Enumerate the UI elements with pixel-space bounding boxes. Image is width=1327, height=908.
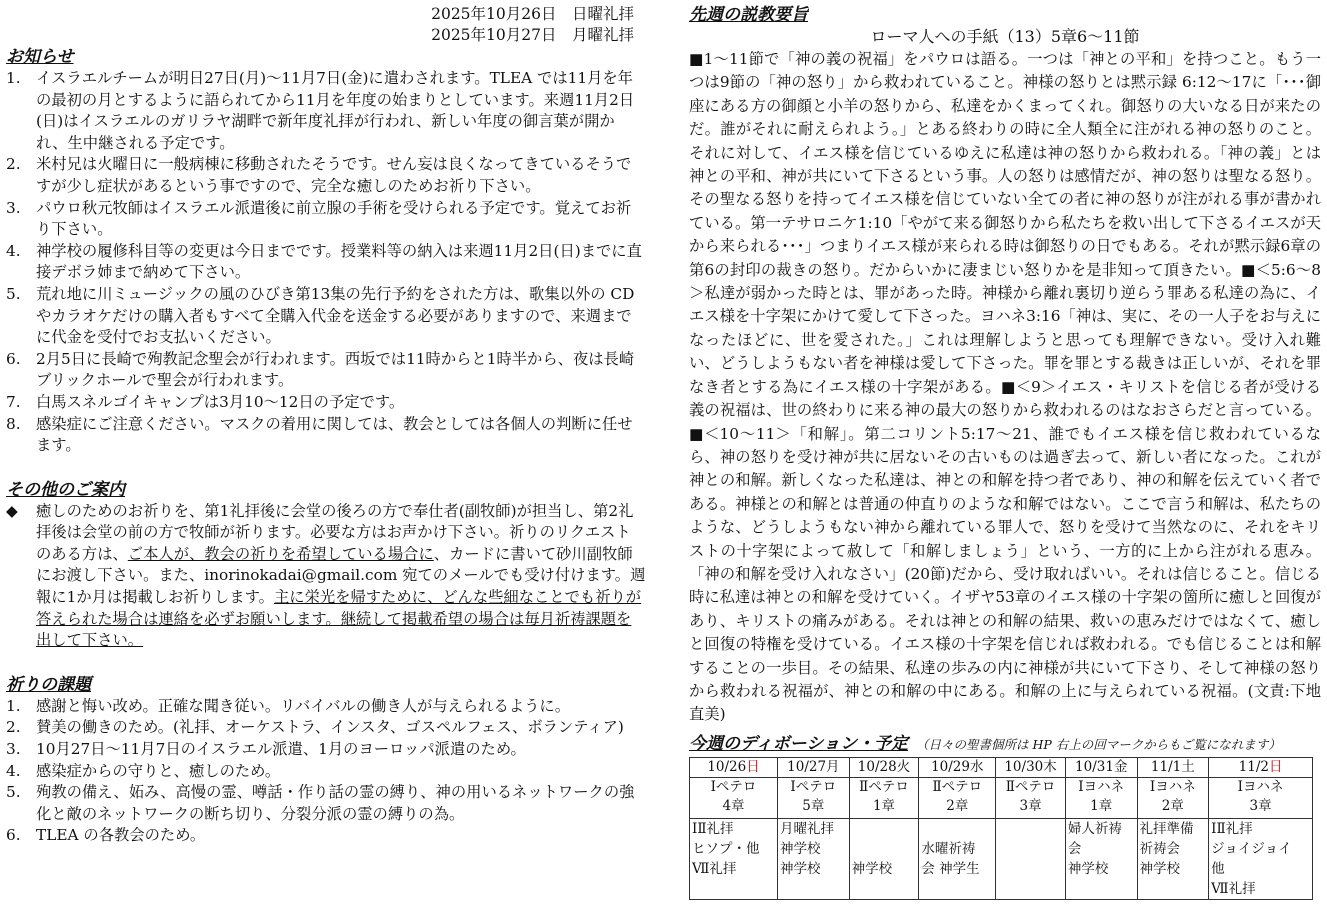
- other-info-text: [36, 501, 646, 652]
- devotion-weekday: 日: [1268, 758, 1283, 775]
- prayer-item: [6, 761, 646, 783]
- notice-item-text: パウロ秋元牧師はイスラエル派遣後に前立腺の手術を受けられる予定です。覚えてお祈り下さい。: [36, 198, 632, 239]
- devotion-date-cell: [778, 757, 850, 777]
- devotion-note: （日々の聖書個所は HP 右上の回マークからもご覧になれます）: [915, 736, 1281, 752]
- sermon-subtitle: ローマ人への手紙（13）5章6～11節: [870, 27, 1140, 46]
- devotion-chapter: 2章: [946, 797, 969, 814]
- notice-item-text: 感染症にご注意ください。マスクの着用に関しては、教会としては各個人の判断に任せます。: [36, 414, 633, 455]
- prayer-list: [6, 696, 646, 847]
- devotion-event-cell: 神学校: [849, 818, 919, 899]
- devotion-reading-cell: [919, 777, 996, 818]
- service-date-sunday: 2025年10月26日 日曜礼拝: [431, 5, 634, 23]
- notice-item: [6, 198, 646, 241]
- notice-item-number: 7.: [6, 392, 21, 411]
- notice-item-number: 6.: [6, 349, 21, 368]
- prayer-item: [6, 696, 646, 718]
- devotion-book: Ⅰヨハネ: [1078, 778, 1125, 795]
- prayer-item-number: 4.: [6, 761, 21, 780]
- devotion-weekday: 土: [1181, 758, 1195, 775]
- notices-list: [6, 68, 646, 457]
- devotion-chapter: 1章: [872, 797, 896, 814]
- devotion-weekday: 月: [826, 758, 840, 775]
- service-dates: [6, 4, 646, 46]
- devotion-title: 今週のディボーション・予定: [689, 733, 908, 754]
- prayer-item-text: 賛美の働きのため。(礼拝、オーケストラ、インスタ、ゴスペルフェス、ボランティア): [36, 718, 624, 737]
- notice-item-number: 1.: [6, 69, 21, 87]
- devotion-reading-cell: [1209, 777, 1313, 818]
- devotion-date-cell: [849, 757, 919, 777]
- devotion-reading-cell: [1137, 777, 1209, 818]
- devotion-weekday: 水: [969, 758, 984, 775]
- devotion-book: Ⅱペテロ: [932, 778, 983, 795]
- devotion-reading-cell: [996, 777, 1066, 818]
- notice-item-number: 8.: [6, 414, 21, 433]
- prayer-item-text: 10月27日～11月7日のイスラエル派遣、1月のヨーロッパ派遣のため。: [36, 740, 526, 759]
- notice-item-number: 3.: [6, 198, 21, 217]
- prayer-item-number: 1.: [6, 696, 21, 715]
- devotion-date: 10/30: [1004, 758, 1044, 775]
- devotion-weekday: 日: [746, 758, 760, 775]
- devotion-date: 10/29: [931, 758, 970, 775]
- devotion-date: 10/31: [1075, 758, 1114, 775]
- prayer-item-text: 感染症からの守りと、癒しのため。: [36, 761, 281, 780]
- right-column: [689, 4, 1321, 900]
- devotion-date-row: [690, 757, 1313, 777]
- diamond-bullet-icon: ◆: [6, 501, 18, 520]
- devotion-chapter: 2章: [1161, 797, 1184, 814]
- other-info-p1: 癒しのためのお祈りを、第1礼拝後に会堂の後ろの方で奉仕者(副牧師)が担当し、第2礼拝後は会堂の前の方で牧師が祈ります。必要な方はお声かけ下さい。祈りのリクエストのある方は、: [36, 501, 634, 563]
- sermon-body: ■1～11節で「神の義の祝福」をパウロは語る。一つは「神との平和」を持つこと。もう一つは9節の「神の怒り」から救われていること。神様の怒りとは黙示録 6:12～17に「･･･御座にある方の御顔と小羊の怒りから、私達をかくまってくれ。御怒りの大いなる日が来たのだ。誰がそれに耐えられよう。」とある終わりの時に全人類全に注がれる神の怒りのこと。それに対して、イエス様を信じているゆえに私達は神の怒りから救われる。「神の義」とは神との平和、神が共にいて下さるという事。人の怒りは感情だが、神の怒りは聖なる怒り。その聖なる怒りを持ってイエス様を信じていない全ての者に神の怒りが注がれる事が書かれている。第一テサロニケ1:10「やがて来る御怒りから私たちを救い出して下さるイエスが天から来られる･･･」つまりイエス様が来られる時は御怒りの日でもある。それが黙示録6章の第6の封印の裁きの怒り。だからいかに凄まじい怒りかを是非知って頂きたい。■＜5:6～8＞私達が弱かった時とは、罪があった時。神様から離れ裏切り逆らう罪ある私達の為に、イエス様を十字架にかけて愛して下さった。ヨハネ3:16「神は、実に、その一人子をお与えになったほどに、世を愛された。」これは理解しようと思っても理解できない。受け入れ難い、どうしようもない者を神様は愛して下さった。罪を罪とする裁きは正しいが、それを罪なき者とする為にイエス様の十字架がある。■＜9＞イエス・キリストを信じる者が受ける義の祝福は、世の終わりに来る神の最大の怒りから救われるのはなおさらだと言っている。■＜10～11＞「和解」。第二コリント5:17～21、誰でもイエス様を信じ救われているなら、神の怒りを受け神が共に居ないその古いものは過ぎ去って、新しい者になった。これが神との和解。新しくなった私達は、神との和解を持つ者であり、神の和解を伝えていく者である。神様との和解とは普通の仲直りのような和解ではない。ここで言う和解は、私たちのような、どうしようもない神から離れている罪人で、怒りを受けて当然なのに、それをキリストの十字架によって赦して「和解しましょう」という、一方的に上から注がれる恵み。「神の和解を受け入れなさい」(20節)だから、受け取ればいい。それは信じること。信じる時に私達は神との和解を受けていく。イザヤ53章のイエス様の十字架の箇所に癒しと回復があり、キリストの痛みがある。それは神との和解の結果、救いの恵みだけではなくて、癒しと回復の特権を受けている。イエス様の十字架を信じれば救われる。でも信じることは和解することの一歩目。その結果、私達の歩みの内に神様が共にいて下さり、そして神様の怒りから救われる祝福が、神との和解の中にある。和解の上に与えられている祝福。(文責:下地直美): [689, 50, 1321, 724]
- devotion-event-cell: ⅠⅡ礼拝 ジョイジョイ 他 Ⅶ礼拝: [1209, 818, 1313, 899]
- devotion-chapter: 4章: [722, 797, 745, 814]
- notice-item: [6, 241, 646, 284]
- devotion-chapter: 3章: [1019, 797, 1042, 814]
- devotion-book: Ⅰヨハネ: [1237, 778, 1284, 795]
- prayer-item-number: 3.: [6, 740, 21, 759]
- prayer-item-number: 6.: [6, 826, 21, 845]
- devotion-date: 11/2: [1238, 758, 1269, 775]
- prayer-title: 祈りの課題: [6, 674, 91, 695]
- notice-item: [6, 68, 646, 154]
- service-date-monday: 2025年10月27日 月曜礼拝: [431, 26, 634, 44]
- prayer-item-text: 感謝と悔い改め。正確な聞き従い。リバイバルの働き人が与えられるように。: [36, 696, 571, 715]
- prayer-item: [6, 782, 646, 825]
- devotion-date-cell: [1065, 757, 1137, 777]
- devotion-book: Ⅰヨハネ: [1149, 778, 1196, 795]
- prayer-item-number: 2.: [6, 718, 21, 737]
- notice-item: [6, 349, 646, 392]
- devotion-date-cell: [996, 757, 1066, 777]
- devotion-reading-cell: [1065, 777, 1137, 818]
- notices-title: お知らせ: [6, 47, 74, 67]
- other-info-underline-1: ご本人が、教会の祈りを希望している場合に: [127, 544, 434, 563]
- other-info-title: その他のご案内: [6, 479, 125, 500]
- devotion-chapter: 5章: [802, 797, 825, 814]
- devotion-header: [689, 733, 1321, 755]
- notice-item-text: 神学校の履修科目等の変更は今日までです。授業料等の納入は来週11月2日(日)までに直接デボラ姉まで納めて下さい。: [36, 241, 642, 282]
- devotion-date-cell: [919, 757, 996, 777]
- devotion-event-cell: 水曜祈祷 会 神学生: [919, 818, 996, 899]
- devotion-chapter: 3章: [1249, 797, 1272, 814]
- devotion-book: Ⅰペテロ: [790, 778, 837, 795]
- devotion-reading-row: [690, 777, 1313, 818]
- notice-item-text: 米村兄は火曜日に一般病棟に移動されたそうです。せん妄は良くなってきているそうですが少し症状があるという事ですので、完全な癒しのためお祈り下さい。: [36, 155, 632, 195]
- devotion-date: 10/26: [707, 758, 747, 775]
- devotion-table: [689, 757, 1313, 900]
- devotion-event-cell: 礼拝準備 祈祷会 神学校: [1137, 818, 1209, 899]
- left-column: [6, 4, 646, 847]
- devotion-weekday: 金: [1113, 758, 1128, 775]
- prayer-item: [6, 739, 646, 761]
- notice-item-number: 5.: [6, 284, 21, 303]
- devotion-book: Ⅰペテロ: [710, 778, 757, 795]
- other-info: [6, 501, 646, 652]
- other-info-p2: 、カードに書いて砂川副牧師にお渡し下さい。また、inorinokadai@gmail.com 宛てのメールでも受け付けます。週報に1か月は掲載しお祈りします。: [36, 544, 646, 607]
- notice-item-text: 2月5日に長崎で殉教記念聖会が行われます。西坂では11時からと1時半から、夜は長崎ブリックホールで聖会が行われます。: [36, 349, 635, 390]
- devotion-event-cell: [996, 818, 1066, 899]
- other-info-underline-2: 主に栄光を帰すために、どんな些細なことでも祈りが答えられた場合は連絡を必ずお願いします。継続して掲載希望の場合は毎月祈祷課題を出して下さい。: [36, 588, 642, 650]
- prayer-item-text: 殉教の備え、妬み、高慢の霊、噂話・作り話の霊の縛り、神の用いるネットワークの強化と敵のネットワークの断ち切り、分裂分派の霊の縛りの為。: [36, 783, 635, 823]
- devotion-date-cell: [1137, 757, 1209, 777]
- devotion-date: 11/1: [1150, 758, 1182, 775]
- devotion-date-cell: [1209, 757, 1313, 777]
- prayer-item: [6, 825, 646, 847]
- devotion-event-cell: ⅠⅡ礼拝 ヒソプ・他 Ⅶ礼拝: [690, 818, 778, 899]
- notice-item-number: 2.: [6, 155, 21, 174]
- notice-item: [6, 154, 646, 197]
- devotion-weekday: 火: [896, 758, 911, 775]
- devotion-event-row: [690, 818, 1313, 899]
- devotion-date-cell: [690, 757, 778, 777]
- notice-item: [6, 284, 646, 349]
- notice-item-text: 白馬スネルゴイキャンプは3月10～12日の予定です。: [36, 392, 405, 411]
- devotion-reading-cell: [778, 777, 850, 818]
- prayer-item-text: TLEA の各教会のため。: [36, 826, 206, 845]
- devotion-book: Ⅱペテロ: [859, 778, 909, 795]
- devotion-book: Ⅱペテロ: [1005, 778, 1056, 795]
- devotion-chapter: 1章: [1090, 797, 1113, 814]
- prayer-item: [6, 717, 646, 739]
- notice-item: [6, 392, 646, 414]
- devotion-event-cell: 婦人祈祷 会 神学校: [1065, 818, 1137, 899]
- notice-item: [6, 414, 646, 457]
- notice-item-number: 4.: [6, 241, 21, 260]
- devotion-date: 10/27: [787, 758, 827, 775]
- notice-item-text: 荒れ地に川ミュージックの風のひびき第13集の先行予約をされた方は、歌集以外の CD やカラオケだけの購入者もすべて全購入代金を送金する必要がありますので、来週までに代金を受付でお支払いください。: [36, 284, 635, 347]
- devotion-reading-cell: [849, 777, 919, 818]
- devotion-event-cell: 月曜礼拝 神学校 神学校: [778, 818, 850, 899]
- devotion-date: 10/28: [857, 758, 897, 775]
- devotion-weekday: 木: [1043, 758, 1057, 775]
- prayer-item-number: 5.: [6, 783, 21, 802]
- notice-item-text: イスラエルチームが明日27日(月)～11月7日(金)に遣わされます。TLEA では11月を年の最初の月とするように語られてから11月を年度の始まりとしています。来週11月2日(日)はイスラエルのガリラヤ湖畔で新年度礼拝が行われ、新しい年度の御言葉が開かれ、生中継される予定です。: [36, 69, 635, 152]
- sermon-title: 先週の説教要旨: [689, 5, 808, 25]
- devotion-reading-cell: [690, 777, 778, 818]
